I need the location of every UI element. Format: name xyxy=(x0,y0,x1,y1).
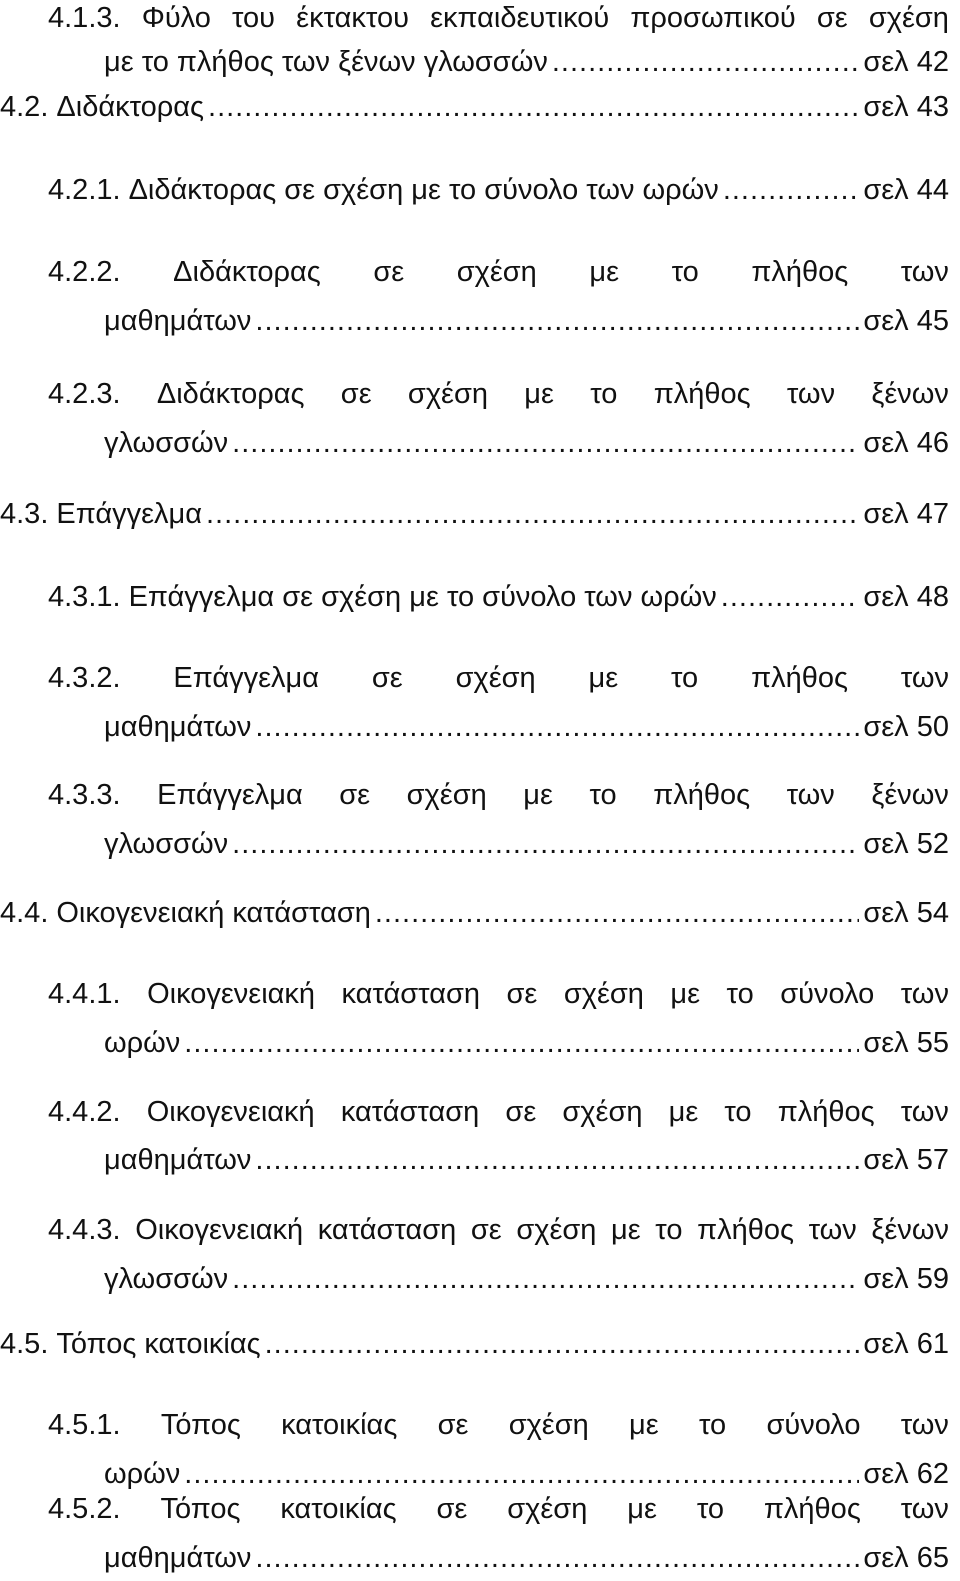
toc-entry-word: πλήθος xyxy=(697,1214,794,1246)
toc-leader-dots xyxy=(184,1020,859,1066)
toc-entry-word: το xyxy=(698,1409,727,1441)
toc-entry-4-5 xyxy=(0,1321,949,1367)
toc-entry-word: κατάσταση xyxy=(340,1096,480,1128)
toc-entry-word: σχέση xyxy=(508,1409,589,1441)
toc-entry-number: 4.5.2. xyxy=(48,1493,121,1525)
toc-entry-4-5-2-line1 xyxy=(48,1486,949,1532)
toc-entry-4-4-2-line1 xyxy=(48,1089,949,1135)
toc-entry-word: Οικογενειακή xyxy=(147,978,316,1010)
toc-entry-title: μαθημάτων xyxy=(104,1542,252,1574)
toc-entry-number: 4.4. xyxy=(0,897,49,929)
toc-entry-word: κατάσταση xyxy=(341,978,480,1010)
toc-entry-word: σχέση xyxy=(407,378,488,410)
toc-entry-page: σελ 52 xyxy=(863,828,949,860)
toc-entry-word: των xyxy=(900,1096,949,1128)
toc-entry-word: με xyxy=(670,978,701,1010)
toc-entry-4-5-2-line2 xyxy=(104,1535,949,1581)
toc-entry-word: των xyxy=(900,1493,949,1525)
toc-entry-word: σε xyxy=(371,662,403,694)
toc-entry-page: σελ 46 xyxy=(863,427,949,459)
toc-entry-word: με xyxy=(629,1409,659,1441)
toc-entry-number: 4.4.3. xyxy=(48,1214,121,1246)
toc-entry-word: Επάγγελμα xyxy=(157,779,303,811)
toc-entry-word: με xyxy=(523,779,553,811)
toc-entry-title: μαθημάτων xyxy=(104,711,252,743)
toc-entry-word: πλήθος xyxy=(751,256,849,288)
toc-entry-word: σε xyxy=(816,2,848,34)
toc-entry-title: Επάγγελμα σε σχέση με το σύνολο των ωρών xyxy=(128,581,717,613)
toc-entry-title: Διδάκτορας xyxy=(56,91,205,123)
toc-entry-word: το xyxy=(696,1493,724,1525)
toc-entry-word: το xyxy=(671,256,699,288)
toc-entry-word: με xyxy=(524,378,554,410)
toc-entry-page: σελ 55 xyxy=(863,1027,949,1059)
toc-leader-dots xyxy=(375,890,860,936)
toc-entry-word: πλήθος xyxy=(751,662,848,694)
toc-entry-word: σε xyxy=(436,1493,468,1525)
toc-entry-page: σελ 62 xyxy=(863,1458,949,1490)
toc-entry-number: 4.3. xyxy=(0,498,49,530)
toc-entry-word: σε xyxy=(339,779,371,811)
toc-entry-word: Οικογενειακή xyxy=(135,1214,304,1246)
toc-entry-title: γλωσσών xyxy=(104,828,229,860)
toc-leader-dots xyxy=(265,1321,860,1367)
toc-entry-4-2 xyxy=(0,84,949,130)
toc-entry-page: σελ 48 xyxy=(863,581,949,613)
toc-entry-word: σχέση xyxy=(455,662,536,694)
toc-leader-dots xyxy=(232,420,859,466)
toc-entry-word: σχέση xyxy=(516,1214,597,1246)
toc-leader-dots xyxy=(255,1535,859,1581)
toc-entry-number: 4.2. xyxy=(0,91,49,123)
toc-entry-number: 4.3.3. xyxy=(48,779,121,811)
toc-entry-page: σελ 42 xyxy=(863,46,949,78)
toc-entry-number: 4.2.3. xyxy=(48,378,121,410)
toc-entry-word: το xyxy=(724,1096,752,1128)
toc-entry-word: σε xyxy=(373,256,405,288)
toc-leader-dots xyxy=(723,167,860,213)
toc-entry-word: Διδάκτορας xyxy=(156,378,305,410)
toc-entry-title: ωρών xyxy=(104,1027,181,1059)
toc-entry-title: ωρών xyxy=(104,1458,181,1490)
toc-entry-word: με xyxy=(588,662,619,694)
toc-entry-word: των xyxy=(786,779,835,811)
toc-entry-4-4 xyxy=(0,890,949,936)
toc-entry-word: Διδάκτορας xyxy=(173,256,321,288)
toc-entry-word: του xyxy=(232,2,276,34)
toc-entry-word: σχέση xyxy=(562,1096,643,1128)
toc-entry-word: ξένων xyxy=(871,779,949,811)
toc-entry-word: Φύλο xyxy=(141,2,211,34)
toc-entry-4-3-3-line2 xyxy=(104,821,949,867)
toc-entry-4-5-1-line1 xyxy=(48,1402,949,1448)
toc-entry-word: σε xyxy=(340,378,372,410)
toc-entry-4-2-1 xyxy=(48,167,949,213)
toc-entry-word: έκτακτου xyxy=(296,2,409,34)
toc-entry-word: κατάσταση xyxy=(317,1214,457,1246)
toc-entry-page: σελ 57 xyxy=(863,1144,949,1176)
toc-entry-word: των xyxy=(900,1409,949,1441)
toc-entry-word: το xyxy=(589,779,617,811)
toc-entry-4-3 xyxy=(0,491,949,537)
toc-entry-word: σχέση xyxy=(868,2,949,34)
toc-entry-word: σχέση xyxy=(563,978,644,1010)
toc-entry-word: Τόπος xyxy=(160,1493,241,1525)
toc-entry-word: των xyxy=(786,378,836,410)
toc-entry-number: 4.2.1. xyxy=(48,174,121,206)
toc-entry-word: κατοικίας xyxy=(281,1409,398,1441)
toc-entry-number: 4.5. xyxy=(0,1328,49,1360)
toc-entry-title: μαθημάτων xyxy=(104,305,252,337)
toc-entry-word: Τόπος xyxy=(160,1409,241,1441)
toc-entry-word: σχέση xyxy=(507,1493,588,1525)
toc-leader-dots xyxy=(208,84,859,130)
toc-entry-word: των xyxy=(900,978,949,1010)
toc-entry-4-2-3-line2 xyxy=(104,420,949,466)
toc-entry-word: των xyxy=(808,1214,857,1246)
toc-leader-dots xyxy=(232,1256,859,1302)
toc-entry-4-3-2-line1 xyxy=(48,655,949,701)
toc-entry-title: γλωσσών xyxy=(104,427,229,459)
toc-entry-title: Τόπος κατοικίας xyxy=(56,1328,261,1360)
toc-entry-4-4-3-line2 xyxy=(104,1256,949,1302)
toc-entry-word: σύνολο xyxy=(766,1409,861,1441)
toc-entry-page: σελ 61 xyxy=(863,1328,949,1360)
toc-entry-word: των xyxy=(900,662,949,694)
toc-entry-word: των xyxy=(900,256,949,288)
toc-entry-page: σελ 43 xyxy=(863,91,949,123)
toc-leader-dots xyxy=(255,1137,859,1183)
toc-entry-word: πλήθος xyxy=(653,378,751,410)
toc-entry-word: πλήθος xyxy=(777,1096,875,1128)
toc-entry-4-4-1-line2 xyxy=(104,1020,949,1066)
toc-entry-word: με xyxy=(589,256,619,288)
toc-entry-4-3-2-line2 xyxy=(104,704,949,750)
toc-leader-dots xyxy=(255,298,859,344)
toc-entry-word: ξένων xyxy=(871,378,949,410)
toc-entry-word: με xyxy=(627,1493,657,1525)
toc-entry-title: Οικογενειακή κατάσταση xyxy=(56,897,371,929)
toc-entry-number: 4.1.3. xyxy=(48,2,121,34)
toc-entry-4-4-1-line1 xyxy=(48,971,949,1017)
toc-entry-4-2-2-line2 xyxy=(104,298,949,344)
toc-leader-dots xyxy=(232,821,859,867)
toc-leader-dots xyxy=(255,704,859,750)
toc-entry-number: 4.4.2. xyxy=(48,1096,121,1128)
toc-entry-4-1-3-line1 xyxy=(48,0,949,41)
toc-entry-number: 4.5.1. xyxy=(48,1409,121,1441)
toc-entry-word: πλήθος xyxy=(653,779,751,811)
toc-entry-page: σελ 65 xyxy=(863,1542,949,1574)
toc-entry-word: σχέση xyxy=(456,256,537,288)
toc-entry-page: σελ 47 xyxy=(863,498,949,530)
toc-entry-word: εκπαιδευτικού xyxy=(430,2,610,34)
toc-entry-word: κατοικίας xyxy=(280,1493,397,1525)
toc-leader-dots xyxy=(721,574,860,620)
toc-entry-word: το xyxy=(655,1214,683,1246)
toc-entry-title: Διδάκτορας σε σχέση με το σύνολο των ωρών xyxy=(128,174,719,206)
toc-entry-word: Επάγγελμα xyxy=(173,662,320,694)
toc-entry-word: σε xyxy=(505,1096,537,1128)
toc-entry-title: γλωσσών xyxy=(104,1263,229,1295)
toc-entry-number: 4.2.2. xyxy=(48,256,121,288)
toc-entry-word: σε xyxy=(470,1214,502,1246)
toc-entry-word: πλήθος xyxy=(763,1493,861,1525)
toc-entry-word: το xyxy=(590,378,618,410)
toc-entry-word: ξένων xyxy=(871,1214,949,1246)
toc-entry-word: Οικογενειακή xyxy=(146,1096,315,1128)
toc-entry-word: σύνολο xyxy=(780,978,875,1010)
toc-entry-word: το xyxy=(726,978,754,1010)
toc-entry-word: το xyxy=(671,662,699,694)
toc-entry-title: με το πλήθος των ξένων γλωσσών xyxy=(104,46,548,78)
toc-entry-page: σελ 45 xyxy=(863,305,949,337)
toc-entry-title: μαθημάτων xyxy=(104,1144,252,1176)
toc-entry-word: σε xyxy=(437,1409,469,1441)
toc-entry-number: 4.3.2. xyxy=(48,662,121,694)
toc-entry-page: σελ 50 xyxy=(863,711,949,743)
toc-entry-4-1-3-line2 xyxy=(104,39,949,85)
toc-entry-word: προσωπικού xyxy=(630,2,796,34)
toc-entry-page: σελ 59 xyxy=(863,1263,949,1295)
toc-entry-number: 4.3.1. xyxy=(48,581,121,613)
toc-entry-number: 4.4.1. xyxy=(48,978,121,1010)
toc-entry-4-3-1 xyxy=(48,574,949,620)
toc-entry-title: Επάγγελμα xyxy=(56,498,202,530)
toc-entry-4-4-2-line2 xyxy=(104,1137,949,1183)
toc-entry-word: με xyxy=(611,1214,641,1246)
toc-entry-word: με xyxy=(668,1096,699,1128)
toc-entry-4-2-2-line1 xyxy=(48,249,949,295)
toc-entry-page: σελ 44 xyxy=(863,174,949,206)
toc-entry-4-2-3-line1 xyxy=(48,371,949,417)
toc-leader-dots xyxy=(552,39,860,85)
toc-entry-page: σελ 54 xyxy=(863,897,949,929)
toc-entry-4-4-3-line1 xyxy=(48,1207,949,1253)
toc-entry-4-3-3-line1 xyxy=(48,772,949,818)
toc-entry-word: σε xyxy=(506,978,538,1010)
toc-entry-word: σχέση xyxy=(406,779,487,811)
toc-leader-dots xyxy=(206,491,859,537)
